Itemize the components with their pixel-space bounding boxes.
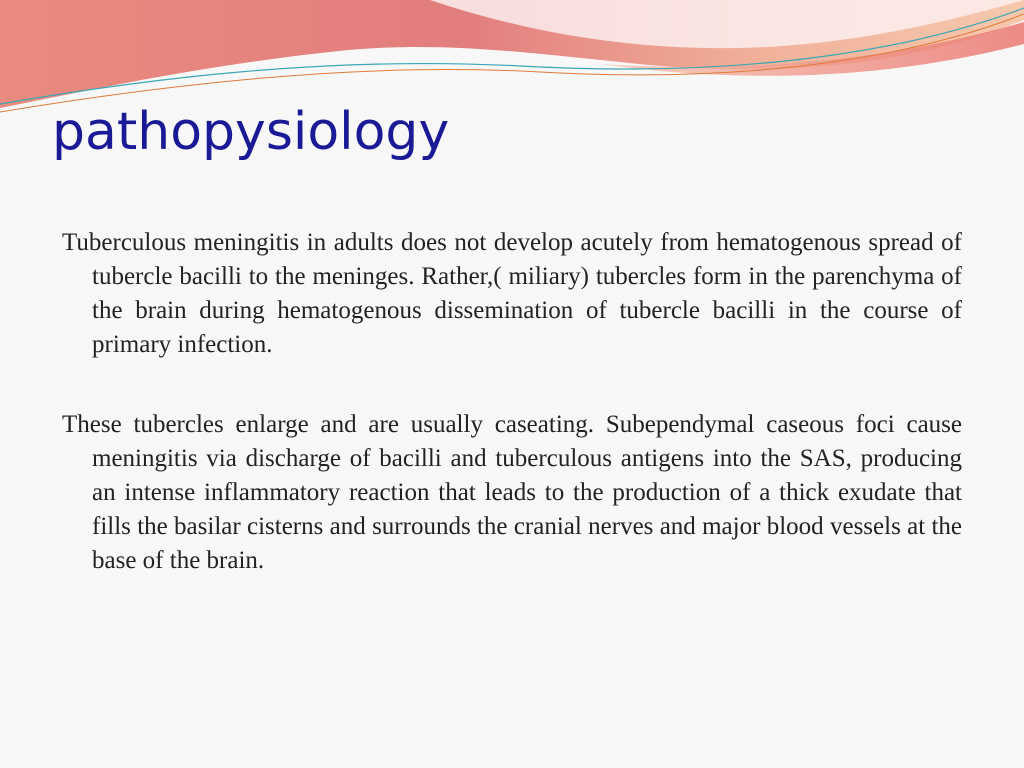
slide-body xyxy=(62,226,962,624)
paragraph-2: These tubercles enlarge and are usually caseating. Subependymal caseous foci cause meningitis via discharge of bacilli and tuberculous antigens into the SAS, producing an intense inflammatory reaction that leads to the production of a thick exudate that fills the basilar cisterns and surrounds the cranial nerves and major blood vessels at the base of the brain. xyxy=(62,411,962,574)
slide-title: pathopysiology xyxy=(52,102,450,162)
paragraph-1: Tuberculous meningitis in adults does not develop acutely from hematogenous spread of tubercle bacilli to the meninges. Rather,( miliary) tubercles form in the parenchyma of the brain during hematogenous dissemination of tubercle bacilli in the course of primary infection. xyxy=(62,229,962,358)
